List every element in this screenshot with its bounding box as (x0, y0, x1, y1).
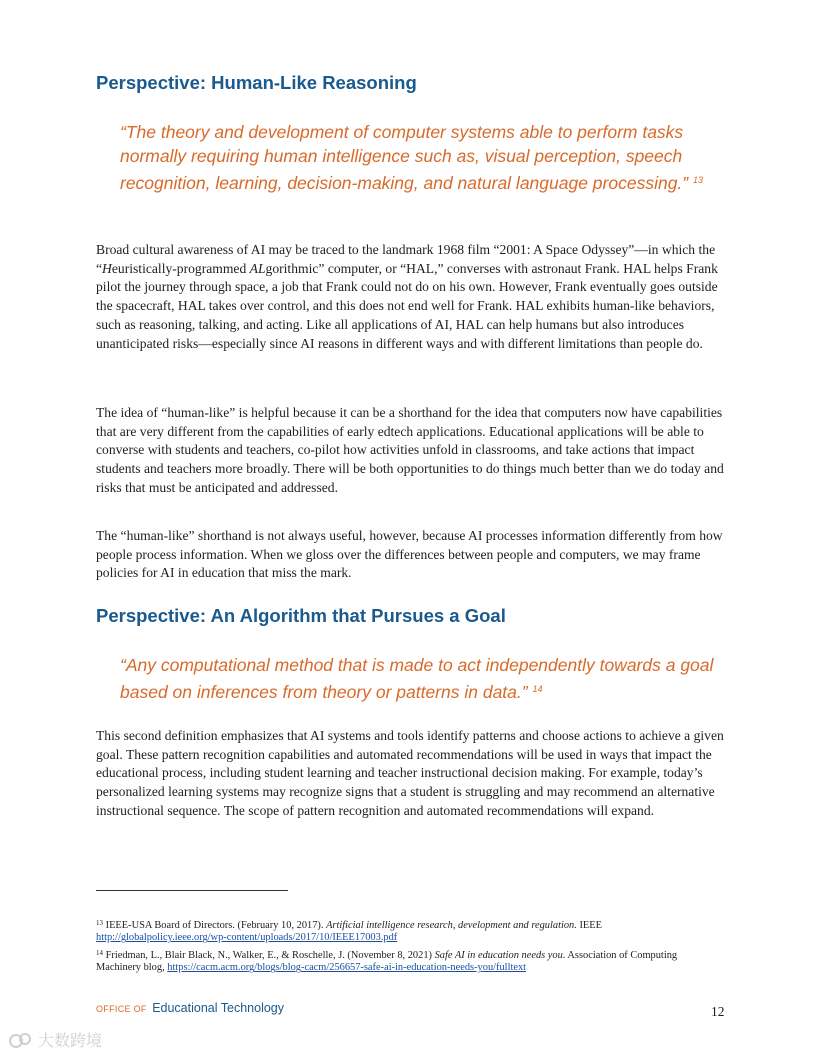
footnote-ref-14[interactable]: 14 (532, 684, 543, 694)
footnote-13 (96, 917, 722, 945)
paragraph-second-definition: This second definition emphasizes that AI systems and tools identify patterns and choose actions to achieve a given goal. These pattern recognition capabilities and automated recommendations will be used in ways that impact the educational process, including student learning and teacher instructional decision making. For example, today’s personalized learning systems may recognize signs that a student is struggling and may recommend an alternative instructional sequence. The scope of pattern recognition and automated recommendations will expand. (96, 728, 724, 818)
footnote-text: IEEE-USA Board of Directors. (February 10, 2017). (105, 920, 327, 931)
footnote-ref-13[interactable]: 13 (693, 175, 704, 185)
footer-office-logo (96, 1001, 284, 1015)
section-heading-human-like: Perspective: Human-Like Reasoning (96, 72, 417, 93)
footnote-number: 14 (96, 949, 103, 957)
quote-text: “The theory and development of computer systems able to perform tasks normally requiring human intelligence such as, visual perception, speech recognition, learning, decision-making, and natural language processing.” (120, 122, 689, 193)
quote-text: “Any computational method that is made to act independently towards a goal based on inferences from theory or patterns in data.” (120, 655, 714, 702)
footnote-text: . Association of Computing Machinery blog, (96, 950, 678, 974)
watermark (8, 1028, 102, 1051)
para-italic: H (102, 260, 112, 276)
footnote-title: Safe AI in education needs you (434, 950, 563, 961)
paragraph-human-like-shorthand: The “human-like” shorthand is not always useful, however, because AI processes information differently from how people process information. When we gloss over the differences between people and computers, we may frame policies for AI in education that miss the mark. (96, 528, 723, 581)
footnote-title: Artificial intelligence research, development and regulation. (326, 920, 577, 931)
footer-office-label: OFFICE OF (96, 1004, 147, 1014)
footnote-14 (96, 947, 722, 975)
definition-quote-1 (120, 120, 730, 195)
footnote-link[interactable]: https://cacm.acm.org/blogs/blog-cacm/256657-safe-ai-in-education-needs-you/fulltext (167, 962, 527, 974)
definition-quote-2 (120, 653, 730, 704)
paragraph-hal (96, 241, 724, 353)
footnote-divider (96, 890, 288, 891)
para-text: gorithmic” computer, or “HAL,” converses with astronaut Frank. HAL helps Frank pilot the journey through space, a job that Frank could not do on his own. However, Frank eventually goes outside the spacecraft, HAL takes over control, and this does not end well for Frank. HAL exhibits human-like behaviors, such as reasoning, talking, and acting. Like all applications of AI, HAL can help humans but also introduces unanticipated risks—especially since AI reasons in different ways and with different limitations than people do. (96, 260, 718, 351)
page-number: 12 (711, 1004, 725, 1019)
watermark-text: 大数跨境 (38, 1031, 103, 1050)
watermark-logo-icon (8, 1031, 34, 1049)
footnote-text: Friedman, L., Blair Black, N., Walker, E., & Roschelle, J. (November 8, 2021) (105, 950, 435, 961)
para-text: Broad cultural awareness of AI may be traced to the landmark 1968 film “2001: A Space Odyssey”—in which the “ (96, 242, 716, 276)
para-text: euristically-programmed (111, 260, 250, 276)
section-heading-algorithm: Perspective: An Algorithm that Pursues a Goal (96, 605, 506, 626)
footnote-text: IEEE (576, 920, 602, 931)
footnote-link[interactable]: http://globalpolicy.ieee.org/wp-content/uploads/2017/10/IEEE17003.pdf (96, 932, 398, 944)
footnote-number: 13 (96, 919, 103, 927)
para-italic: AL (249, 260, 266, 276)
paragraph-human-like-helpful: The idea of “human-like” is helpful because it can be a shorthand for the idea that computers now have capabilities that are very different from the capabilities of early edtech applications. Educational applications will be able to converse with students and teachers, co-pilot how activities unfold in classrooms, and take actions that impact students and teachers more broadly. There will be both opportunities to do things much better than we do today and risks that must be anticipated and addressed. (96, 405, 724, 495)
footer-office-name: Educational Technology (152, 1001, 284, 1015)
